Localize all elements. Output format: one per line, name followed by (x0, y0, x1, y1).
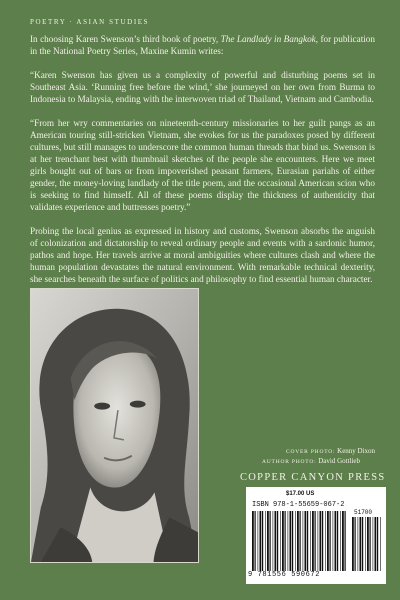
cover-photo-name: Kenny Dixon (337, 447, 376, 455)
cover-photo-label: COVER PHOTO: (286, 449, 336, 455)
isbn-label: ISBN 978-1-55659-067-2 (252, 501, 345, 509)
cover-photo-credit (262, 447, 382, 457)
ean-number: 9 781556 590672 (248, 571, 321, 579)
author-portrait-image (31, 289, 198, 562)
back-cover-copy (30, 33, 375, 297)
quote-paragraph-2: “From her wry commentaries on nineteenth-century missionaries to her guilt pangs as an American touring still-stricken Vietnam, she evokes for us the paradoxes posed by different cultures, but still manages to underscore the common human threads that bind us. Swenson is at her trenchant best with thumbnail sketches of the people she encounters. Here we meet girls bought out of bars or from impoverished peasant farmers, Eurasian pariahs of either gender, the money-loving landlady of the title poem, and the occasional American scion who is seeking to find himself. All of these poems display the thickness of authenticity that validates experience and buttresses poetry.” (30, 118, 375, 212)
quote-paragraph-1: “Karen Swenson has given us a complexity of powerful and disturbing poems set in Southeast Asia. ‘Running free before the wind,’ she journeyed on her own from Burma to Indonesia to Malaysia, ending with the interwoven triad of Thailand, Vietnam and Cambodia. (30, 70, 375, 104)
intro-paragraph (30, 33, 375, 57)
photo-credits (262, 447, 382, 467)
author-photo-label: AUTHOR PHOTO: (262, 459, 317, 465)
category-label: POETRY · ASIAN STUDIES (30, 18, 150, 26)
intro-suffix: , for publication in the National Poetry Series, Maxine Kumin writes: (30, 34, 375, 56)
book-title: The Landlady in Bangkok (220, 34, 316, 44)
intro-prefix: In choosing Karen Swenson’s third book of poetry, (30, 34, 221, 44)
barcode-box (246, 487, 386, 584)
author-photo (30, 288, 199, 563)
price-addon-number: 51700 (354, 509, 373, 516)
author-photo-credit (262, 457, 382, 467)
ean-barcode (252, 511, 348, 571)
price-label: $17.00 US (286, 491, 315, 497)
addon-barcode (352, 517, 382, 571)
author-photo-name: David Gottlieb (318, 457, 361, 465)
closing-paragraph: Probing the local genius as expressed in history and customs, Swenson absorbs the anguish of colonization and dictatorship to reveal ordinary people and events with a sardonic humor, pathos and hope. Her travels arrive at moral ambiguities where cultures clash and where the human population devastates the natural environment. With remarkable technical dexterity, she searches beneath the surface of politics and philosophy to find essential human character. (30, 226, 375, 284)
publisher-name: COPPER CANYON PRESS (240, 472, 386, 483)
